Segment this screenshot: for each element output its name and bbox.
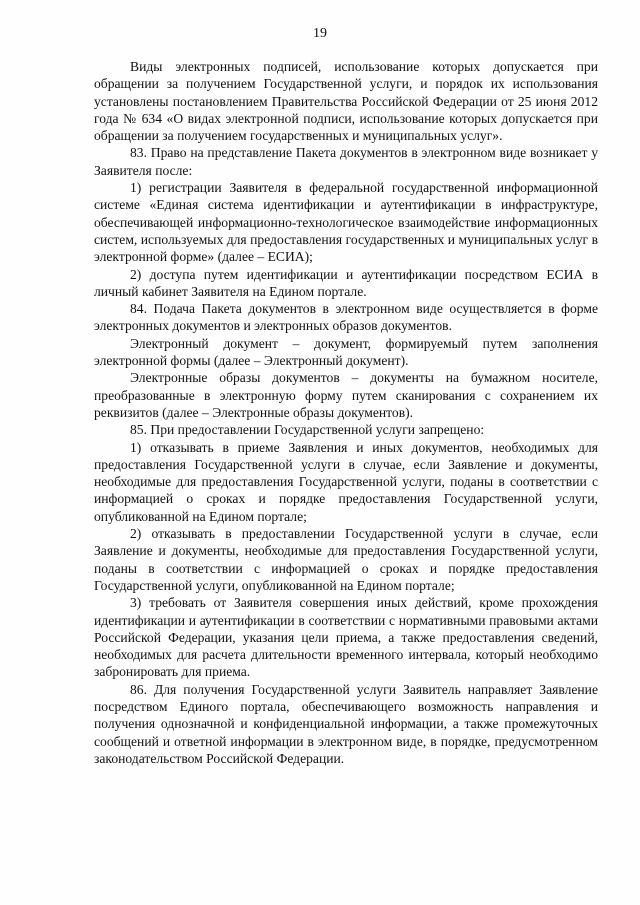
paragraph-electronic-signatures: Виды электронных подписей, использование которых допускается при обращении за получением Государственной услуги, и порядок их использования установлены постановлением Правительства Российской Федерации от 25 июня 2012 года № 634 «О видах электронной подписи, использование которых допускается при обращении за получением государственных и муниципальных услуг».: [94, 59, 598, 144]
document-body: [94, 58, 598, 767]
paragraph-83-item-2: 2) доступа путем идентификации и аутентификации посредством ЕСИА в личный кабинет Заявителя на Едином портале.: [94, 266, 598, 299]
page-number: 19: [313, 26, 327, 41]
paragraph-85: 85. При предоставлении Государственной услуги запрещено:: [130, 422, 485, 438]
paragraph-84: 84. Подача Пакета документов в электронном виде осуществляется в форме электронных документов и электронных образов документов.: [94, 301, 598, 334]
paragraph-electronic-document: Электронный документ – документ, формируемый путем заполнения электронной формы (далее – Электронный документ).: [94, 335, 598, 369]
paragraph-electronic-images: Электронные образы документов – документы на бумажном носителе, преобразованные в электронную форму путем сканирования с сохранением их реквизитов (далее – Электронные образы документов).: [94, 370, 598, 420]
paragraph-85-item-1: 1) отказывать в приеме Заявления и иных документов, необходимых для предоставления Государственной услуги в случае, если Заявление и документы, необходимые для предоставления Государственной услуги, поданы в соответствии с информацией о сроках и порядке предоставления Государственной услуги, опубликованной на Едином портале;: [94, 439, 598, 524]
paragraph-83-item-1: 1) регистрации Заявителя в федеральной государственной информационной системе «Единая система идентификации и аутентификации в инфраструктуре, обеспечивающей информационно-технологическое взаимодействие информационных систем, используемых для предоставления государственных и муниципальных услуг в электронной форме» (далее – ЕСИА);: [94, 180, 598, 265]
paragraph-83: 83. Право на представление Пакета документов в электронном виде возникает у Заявителя после:: [94, 145, 598, 178]
paragraph-85-item-2: 2) отказывать в предоставлении Государственной услуги в случае, если Заявление и документы, необходимые для предоставления Государственной услуги, поданы в соответствии с информацией о сроках и порядке предоставления Государственной услуги, опубликованной на Едином портале;: [94, 526, 598, 593]
paragraph-86: 86. Для получения Государственной услуги Заявитель направляет Заявление посредством Единого портала, обеспечивающего возможность направления и получения однозначной и конфиденциальной информации, а также промежуточных сообщений и ответной информации в электронном виде, в порядке, предусмотренном законодательством Российской Федерации.: [94, 681, 598, 766]
paragraph-85-item-3: 3) требовать от Заявителя совершения иных действий, кроме прохождения идентификации и аутентификации в соответствии с нормативными правовыми актами Российской Федерации, указания цели приема, а также предоставления сведений, необходимых для расчета длительности временного интервала, который необходимо забронировать для приема.: [94, 595, 598, 680]
